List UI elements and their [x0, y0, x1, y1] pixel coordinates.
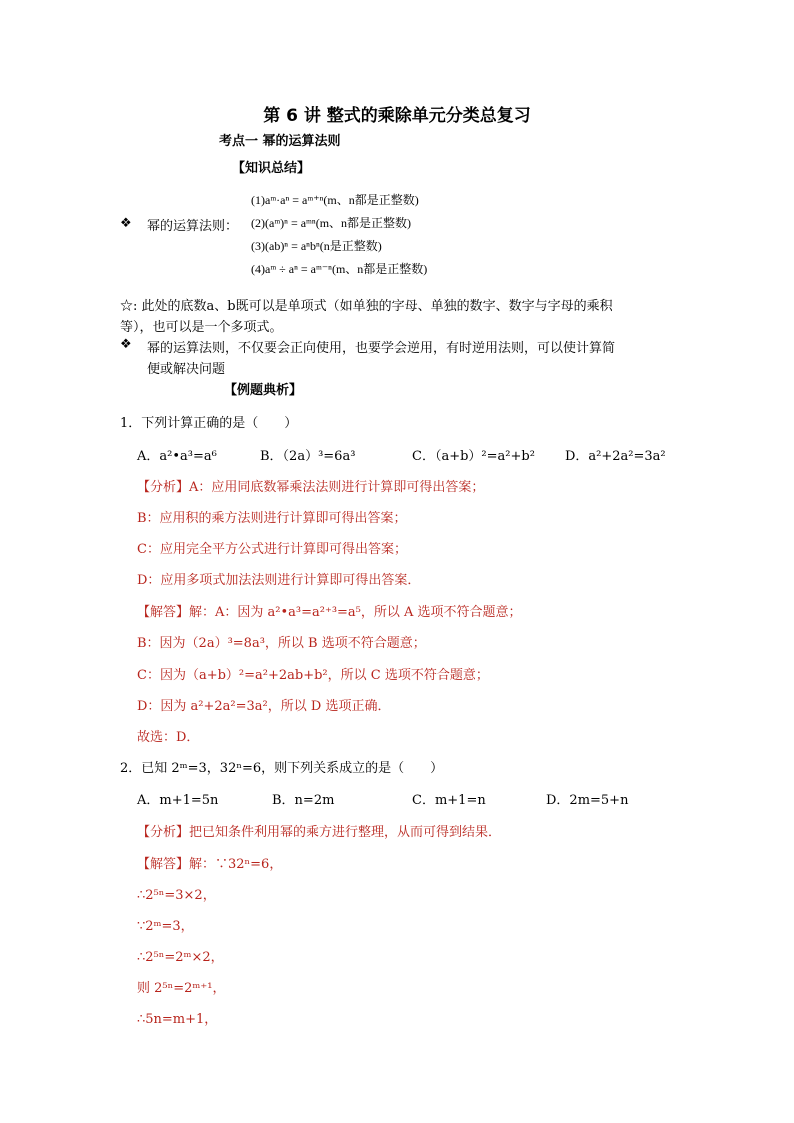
q1-analysis-line: D：应用多项式加法法则进行计算即可得出答案．	[137, 573, 421, 588]
note-line-1: ☆: 此处的底数a、b既可以是单项式（如单独的字母、单独的数字、数字与字母的乘积	[120, 299, 613, 314]
rule-2: (2)(aᵐ)ⁿ = aᵐⁿ(m、n都是正整数)	[251, 216, 412, 230]
rule-4: (4)aᵐ ÷ aⁿ = aᵐ⁻ⁿ(m、n都是正整数)	[251, 262, 428, 276]
q2-solution-line: ∵2ᵐ=3，	[137, 919, 194, 934]
diamond-bullet-icon: ❖	[120, 216, 132, 231]
q1-answer: 故选：D．	[137, 730, 200, 745]
q2-analysis: 【分析】把已知条件利用幂的乘方进行整理，从而可得到结果．	[137, 825, 502, 840]
q1-analysis-line: 【分析】A：应用同底数幂乘法法则进行计算即可得出答案；	[137, 480, 485, 495]
note-line-2: 等），也可以是一个多项式。	[120, 320, 283, 335]
q2-option-d: D．2m=5+n	[546, 793, 629, 808]
q1-stem: 1．下列计算正确的是（ ）	[120, 416, 298, 431]
q1-solution-line: D：因为 a²+2a²=3a²，所以 D 选项正确．	[137, 699, 391, 714]
q1-solution-line: 【解答】解：A：因为 a²•a³=a²⁺³=a⁵，所以 A 选项不符合题意；	[137, 605, 522, 620]
q1-solution-line: C：因为（a+b）²=a²+2ab+b²，所以 C 选项不符合题意；	[137, 668, 489, 683]
q1-option-d: D．a²+2a²=3a²	[565, 449, 666, 464]
q1-option-c: C．（a+b）²=a²+b²	[412, 449, 535, 464]
tip-line-2: 便或解决问题	[147, 362, 226, 377]
point-title: 考点一 幂的运算法则	[219, 134, 341, 149]
q2-stem: 2．已知 2ᵐ=3，32ⁿ=6，则下列关系成立的是（ ）	[120, 761, 444, 776]
tip-line-1: 幂的运算法则，不仅要会正向使用，也要学会逆用，有时逆用法则，可以使计算简	[147, 341, 616, 356]
diamond-bullet-icon: ❖	[120, 337, 132, 352]
q1-solution-line: B：因为（2a）³=8a³，所以 B 选项不符合题意；	[137, 636, 426, 651]
q2-option-a: A．m+1=5n	[137, 793, 219, 808]
rule-1: (1)aᵐ·aⁿ = aᵐ⁺ⁿ(m、n都是正整数)	[251, 193, 419, 207]
q2-solution-line: 则 2⁵ⁿ=2ᵐ⁺¹，	[137, 981, 226, 996]
q1-analysis-line: B：应用积的乘方法则进行计算即可得出答案；	[137, 511, 407, 526]
q2-solution-line: ∴2⁵ⁿ=2ᵐ×2，	[137, 950, 224, 965]
q1-analysis-line: C：应用完全平方公式进行计算即可得出答案；	[137, 542, 407, 557]
examples-header: 【例题典析】	[224, 383, 303, 398]
q1-option-a: A．a²•a³=a⁶	[137, 449, 217, 464]
rules-label: 幂的运算法则：	[147, 219, 239, 234]
q2-solution-line: 【解答】解：∵32ⁿ=6，	[137, 857, 283, 872]
q1-option-b: B．（2a）³=6a³	[260, 449, 356, 464]
rule-3: (3)(ab)ⁿ = aⁿbⁿ(n是正整数)	[251, 239, 382, 253]
q2-option-c: C．m+1=n	[412, 793, 486, 808]
q2-solution-line: ∴5n=m+1，	[137, 1012, 218, 1027]
knowledge-header: 【知识总结】	[232, 161, 311, 176]
q2-solution-line: ∴2⁵ⁿ=3×2，	[137, 888, 216, 903]
q2-option-b: B．n=2m	[272, 793, 335, 808]
page-title: 第 6 讲 整式的乘除单元分类总复习	[263, 106, 531, 126]
